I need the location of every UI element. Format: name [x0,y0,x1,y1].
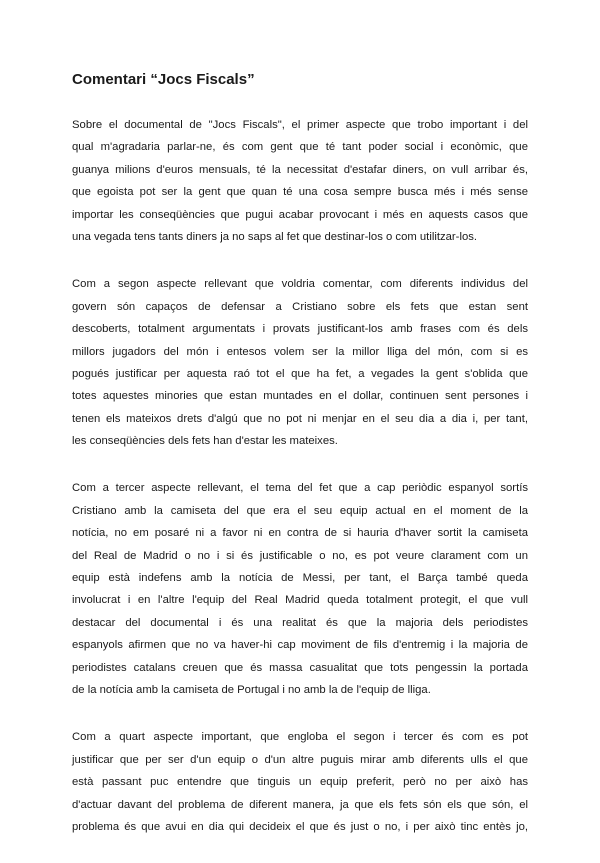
text-line: equip està indefens amb la notícia de Messi, per tant, el Barça també queda [72,572,528,585]
text-line: està passant puc entendre que tinguis un equip preferit, però no per això has [72,776,528,789]
text-line: millors jugadors del món i entesos volem ser la millor lliga del món, com si es [72,345,528,358]
document-body [72,114,528,863]
text-line: del Real de Madrid o no i si és justificable o no, es pot veure clarament com un [72,549,528,562]
text-line: Com a segon aspecte rellevant que voldria comentar, com diferents individus del [72,278,528,291]
text-line: de la notícia amb la camiseta de Portugal i no amb la de l'equip de lliga. [72,683,431,696]
text-line: Com a quart aspecte important, que engloba el segon i tercer és com es pot [72,731,528,744]
text-line: involucrat i en l'altre l'equip del Real Madrid queda totalment protegit, el que vull [72,594,528,607]
paragraph-2 [72,273,528,452]
paragraph-1 [72,114,528,248]
text-line: periodistes catalans creuen que és massa casualitat que tots pengessin la portada [72,661,528,674]
text-line: qual m'agradaria parlar-ne, és com gent que té tant poder social i econòmic, que [72,141,528,154]
text-line: totes aquestes minories que estan muntades en el dollar, continuen sent persones i [72,390,528,403]
text-line: Cristiano amb la camiseta del que era el seu equip actual en el moment de la [72,504,528,517]
text-line: una vegada tens tants diners ja no saps al fet que destinar-los o com utilitzar-los. [72,230,478,243]
text-line: destacar del documental i és una realitat és que la majoria dels periodistes [72,616,528,629]
text-line: descoberts, totalment argumentats i provats justificant-los amb frases com és dels [72,323,528,336]
text-line: tenen els mateixos drets d'algú que no pot ni menjar en el seu dia a dia i, per tant, [72,412,528,425]
page-title: Comentari “Jocs Fiscals” [72,71,255,88]
text-line: guanya milions d'euros mensuals, té la necessitat d'estafar diners, on vull arribar és, [72,163,528,176]
text-line: d'actuar davant del problema de diferent manera, ja que els fets són els que són, el [72,798,528,811]
paragraph-3 [72,477,528,701]
text-line: justificar que per ser d'un equip o d'un altre puguis mirar amb diferents ulls el que [72,753,528,766]
text-line: espanyols afirmen que no va haver-hi cap moviment de fils d'entremig i la majoria de [72,639,528,652]
text-line: les conseqüències dels fets han d'estar les mateixes. [72,435,338,448]
paragraph-4 [72,726,528,838]
text-line: problema és que avui en dia qui decideix el que és just o no, i per això tinc entès jo, [72,820,528,833]
text-line: pogués justificar per aquesta raó tot el que ha fet, a vegades la gent s'oblida que [72,367,528,380]
text-line: Com a tercer aspecte rellevant, el tema del fet que a cap periòdic espanyol sortís [72,482,528,495]
text-line: Sobre el documental de "Jocs Fiscals", el primer aspecte que trobo important i del [72,119,528,131]
text-line: notícia, no em posaré ni a favor ni en contra de si hauria d'haver sortit la camiseta [72,527,528,540]
text-line: importar les conseqüències que pugui acabar provocant i més en aquests casos que [72,208,528,221]
text-line: que egoista pot ser la gent que quan té una cosa sempre busca més i més sense [72,186,528,199]
text-line: govern són capaços de defensar a Cristiano sobre els fets que estan sent [72,300,528,313]
